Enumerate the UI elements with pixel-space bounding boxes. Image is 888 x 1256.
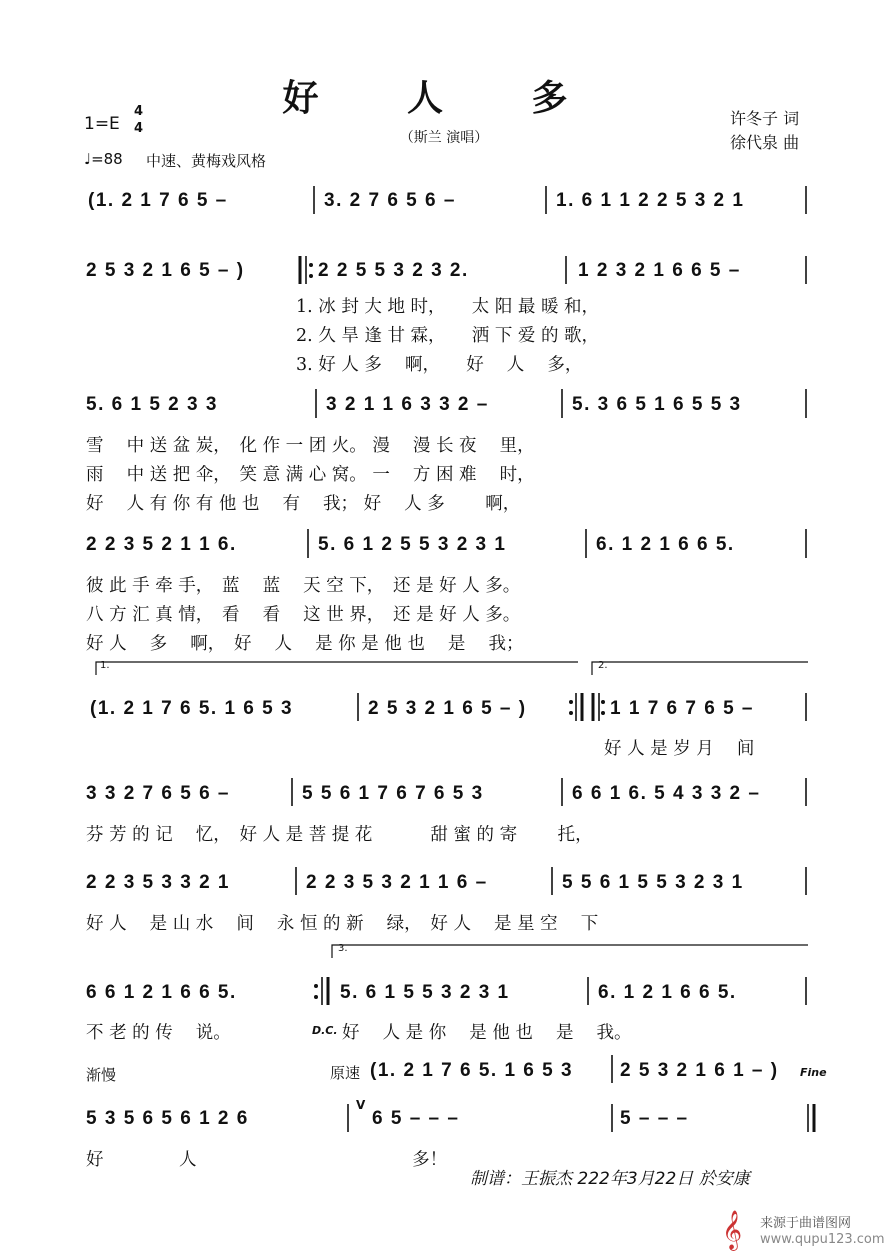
lyric-line: 不 老 的 传 说。: [86, 1023, 231, 1043]
lyric-line: 1. 冰 封 大 地 时， 太 阳 最 暖 和，: [296, 297, 600, 317]
measure: 6. 1 2 1 6 6 5.: [596, 534, 735, 555]
volta-2: 2.: [598, 660, 608, 671]
lyric-line: 好 人 多 啊， 好 人 是 你 是 他 也 是 我；: [86, 634, 524, 654]
treble-clef-icon: 𝄞: [722, 1210, 743, 1250]
measure: 2 2 3 5 3 3 2 1: [86, 872, 230, 893]
style-mark: 中速、黄梅戏风格: [146, 152, 267, 170]
measure: 5 5 6 1 7 6 7 6 5 3: [302, 783, 484, 804]
measure: 3 2 1 1 6 3 3 2 –: [326, 394, 489, 415]
lyric-line: 八 方 汇 真 情， 看 看 这 世 界， 还 是 好 人 多。: [86, 605, 521, 625]
measure: 1 2 3 2 1 6 6 5 –: [578, 260, 741, 281]
breath-mark: V: [356, 1098, 366, 1112]
measure: 5. 6 1 5 5 3 2 3 1: [340, 982, 510, 1003]
measure: 2 5 3 2 1 6 1 – ): [620, 1060, 779, 1081]
measure: 5. 6 1 5 2 3 3: [86, 394, 218, 415]
measure: 2 2 3 5 3 2 1 1 6 –: [306, 872, 488, 893]
measure: 2 5 3 2 1 6 5 – ): [86, 260, 245, 281]
performer-note: （斯兰 演唱）: [399, 130, 489, 146]
volta-3: 3.: [338, 943, 348, 954]
measure: (1. 2 1 7 6 5. 1 6 5 3: [370, 1060, 574, 1081]
measure: 1. 6 1 1 2 2 5 3 2 1: [556, 190, 745, 211]
time-signature-top: 4: [134, 104, 144, 119]
measure: 1 1 7 6 7 6 5 –: [610, 698, 754, 719]
lyric-line: 好 人 有 你 有 他 也 有 我； 好 人 多 啊，: [86, 494, 521, 514]
dc-mark: D.C.: [312, 1024, 338, 1037]
measure: 2 2 5 5 3 2 3 2.: [318, 260, 469, 281]
measure: (1. 2 1 7 6 5. 1 6 5 3: [90, 698, 294, 719]
lyric-line: 好 人 是 山 水 间 永 恒 的 新 绿， 好 人 是 星 空 下: [86, 914, 599, 934]
a-tempo-mark: 原速: [330, 1064, 361, 1082]
measure: 6 6 1 2 1 6 6 5.: [86, 982, 237, 1003]
key-signature: 1=E: [84, 114, 120, 134]
measure: 6 5 – – –: [372, 1108, 460, 1129]
lyric-line: 雪 中 送 盆 炭， 化 作 一 团 火。 漫 漫 长 夜 里，: [86, 436, 535, 456]
lyric-line: 好 人 多！: [86, 1150, 448, 1170]
measure: 2 2 3 5 2 1 1 6.: [86, 534, 237, 555]
time-signature-bottom: 4: [134, 121, 144, 136]
lyric-line: 好 人 是 岁 月 间: [604, 739, 755, 759]
composer: 徐代泉 曲: [730, 133, 800, 152]
measure: 5. 6 1 2 5 5 3 2 3 1: [318, 534, 507, 555]
fine-mark: Fine: [800, 1066, 827, 1079]
measure: 5 5 6 1 5 5 3 2 3 1: [562, 872, 744, 893]
lyricist: 许冬子 词: [730, 109, 800, 128]
watermark-url: www.qupu123.com: [760, 1232, 885, 1247]
volta-1: 1.: [100, 660, 110, 671]
measure: 5 – – –: [620, 1108, 689, 1129]
measure: 3. 2 7 6 5 6 –: [324, 190, 456, 211]
tempo-mark: ♩=88: [84, 150, 123, 168]
measure: 5. 3 6 5 1 6 5 5 3: [572, 394, 742, 415]
watermark-site-name: 来源于曲谱图网: [760, 1216, 852, 1231]
song-title: 好 人 多: [282, 77, 606, 119]
lyric-line: 好 人 是 你 是 他 也 是 我。: [342, 1023, 632, 1043]
lyric-line: 芬 芳 的 记 忆， 好 人 是 菩 提 花 甜 蜜 的 寄 托，: [86, 825, 593, 845]
measure: 5 3 5 6 5 6 1 2 6: [86, 1108, 249, 1129]
lyric-line: 彼 此 手 牵 手， 蓝 蓝 天 空 下， 还 是 好 人 多。: [86, 576, 521, 596]
transcriber-credit: 制谱：王振杰 222年3月22日 於安康: [470, 1169, 750, 1189]
measure: 3 3 2 7 6 5 6 –: [86, 783, 230, 804]
lyric-line: 2. 久 旱 逢 甘 霖， 洒 下 爱 的 歌，: [296, 326, 600, 346]
measure: (1. 2 1 7 6 5 –: [88, 190, 228, 211]
measure: 6 6 1 6. 5 4 3 3 2 –: [572, 783, 761, 804]
lyric-line: 3. 好 人 多 啊， 好 人 多，: [296, 355, 583, 375]
measure: 2 5 3 2 1 6 5 – ): [368, 698, 527, 719]
measure: 6. 1 2 1 6 6 5.: [598, 982, 737, 1003]
lyric-line: 雨 中 送 把 伞， 笑 意 满 心 窝。 一 方 困 难 时，: [86, 465, 535, 485]
ritardando-mark: 渐慢: [86, 1066, 117, 1084]
